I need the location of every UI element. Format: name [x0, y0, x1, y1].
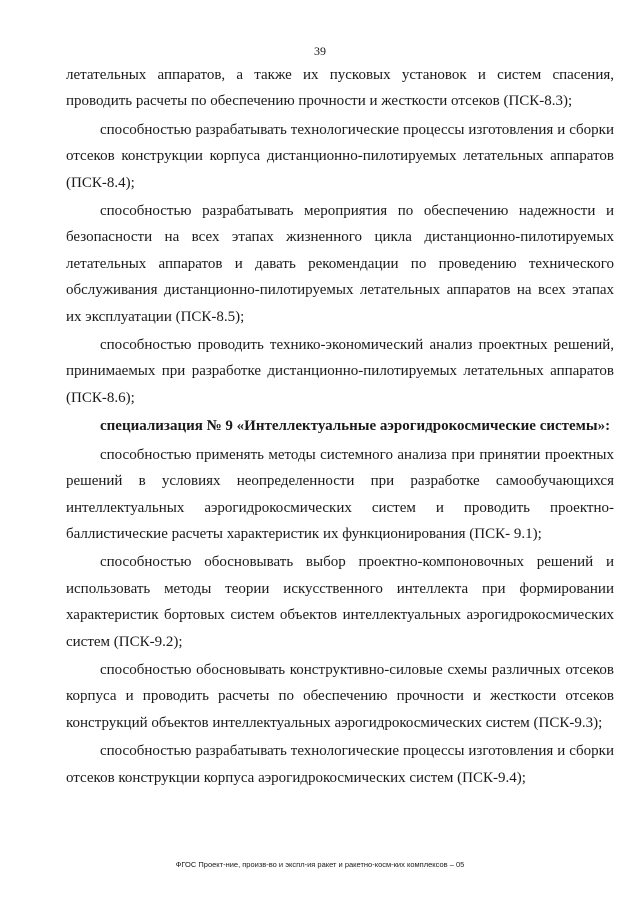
paragraph: способностью обосновывать выбор проектно-компоновочных решений и использовать методы теории искусственного интеллекта при формировании характеристик бортовых систем объектов интеллектуальных аэрогидрокосмических систем (ПСК-9.2); — [66, 554, 614, 650]
specialization-heading: специализация № 9 «Интеллектуальные аэрогидрокосмические системы»: — [100, 418, 611, 435]
paragraph: способностью обосновывать конструктивно-силовые схемы различных отсеков корпуса и проводить расчеты по обеспечению прочности и жесткости отсеков конструкций объектов интеллектуальных аэрогидрокосмических систем (ПСК-9.3); — [66, 661, 614, 731]
paragraph: способностью разрабатывать технологические процессы изготовления и сборки отсеков конструкции корпуса аэрогидрокосмических систем (ПСК-9.4); — [66, 743, 614, 786]
paragraph: способностью разрабатывать технологические процессы изготовления и сборки отсеков конструкции корпуса дистанционно-пилотируемых летательных аппаратов (ПСК-8.4); — [66, 121, 614, 191]
paragraph: способностью разрабатывать мероприятия по обеспечению надежности и безопасности на всех этапах жизненного цикла дистанционно-пилотируемых летательных аппаратов и давать рекомендации по проведению технического обслуживания дистанционно-пилотируемых летательных аппаратов на всех этапах их эксплуатации (ПСК-8.5); — [66, 203, 614, 325]
page-number: 39 — [314, 44, 326, 58]
paragraph: летательных аппаратов, а также их пусковых установок и систем спасения, проводить расчеты по обеспечению прочности и жесткости отсеков (ПСК-8.3); — [66, 67, 614, 110]
document-body — [66, 62, 614, 793]
page-footer: ФГОС Проект-ние, произв-во и экспл-ия ракет и ракетно-косм-ких комплексов – 05 — [175, 860, 465, 869]
paragraph: способностью применять методы системного анализа при принятии проектных решений в условиях неопределенности при разработке самообучающихся интеллектуальных аэрогидрокосмических систем и проводить проектно-баллистические расчеты характеристик их функционирования (ПСК- 9.1); — [66, 446, 614, 542]
paragraph: способностью проводить технико-экономический анализ проектных решений, принимаемых при разработке дистанционно-пилотируемых летательных аппаратов (ПСК-8.6); — [66, 337, 614, 406]
